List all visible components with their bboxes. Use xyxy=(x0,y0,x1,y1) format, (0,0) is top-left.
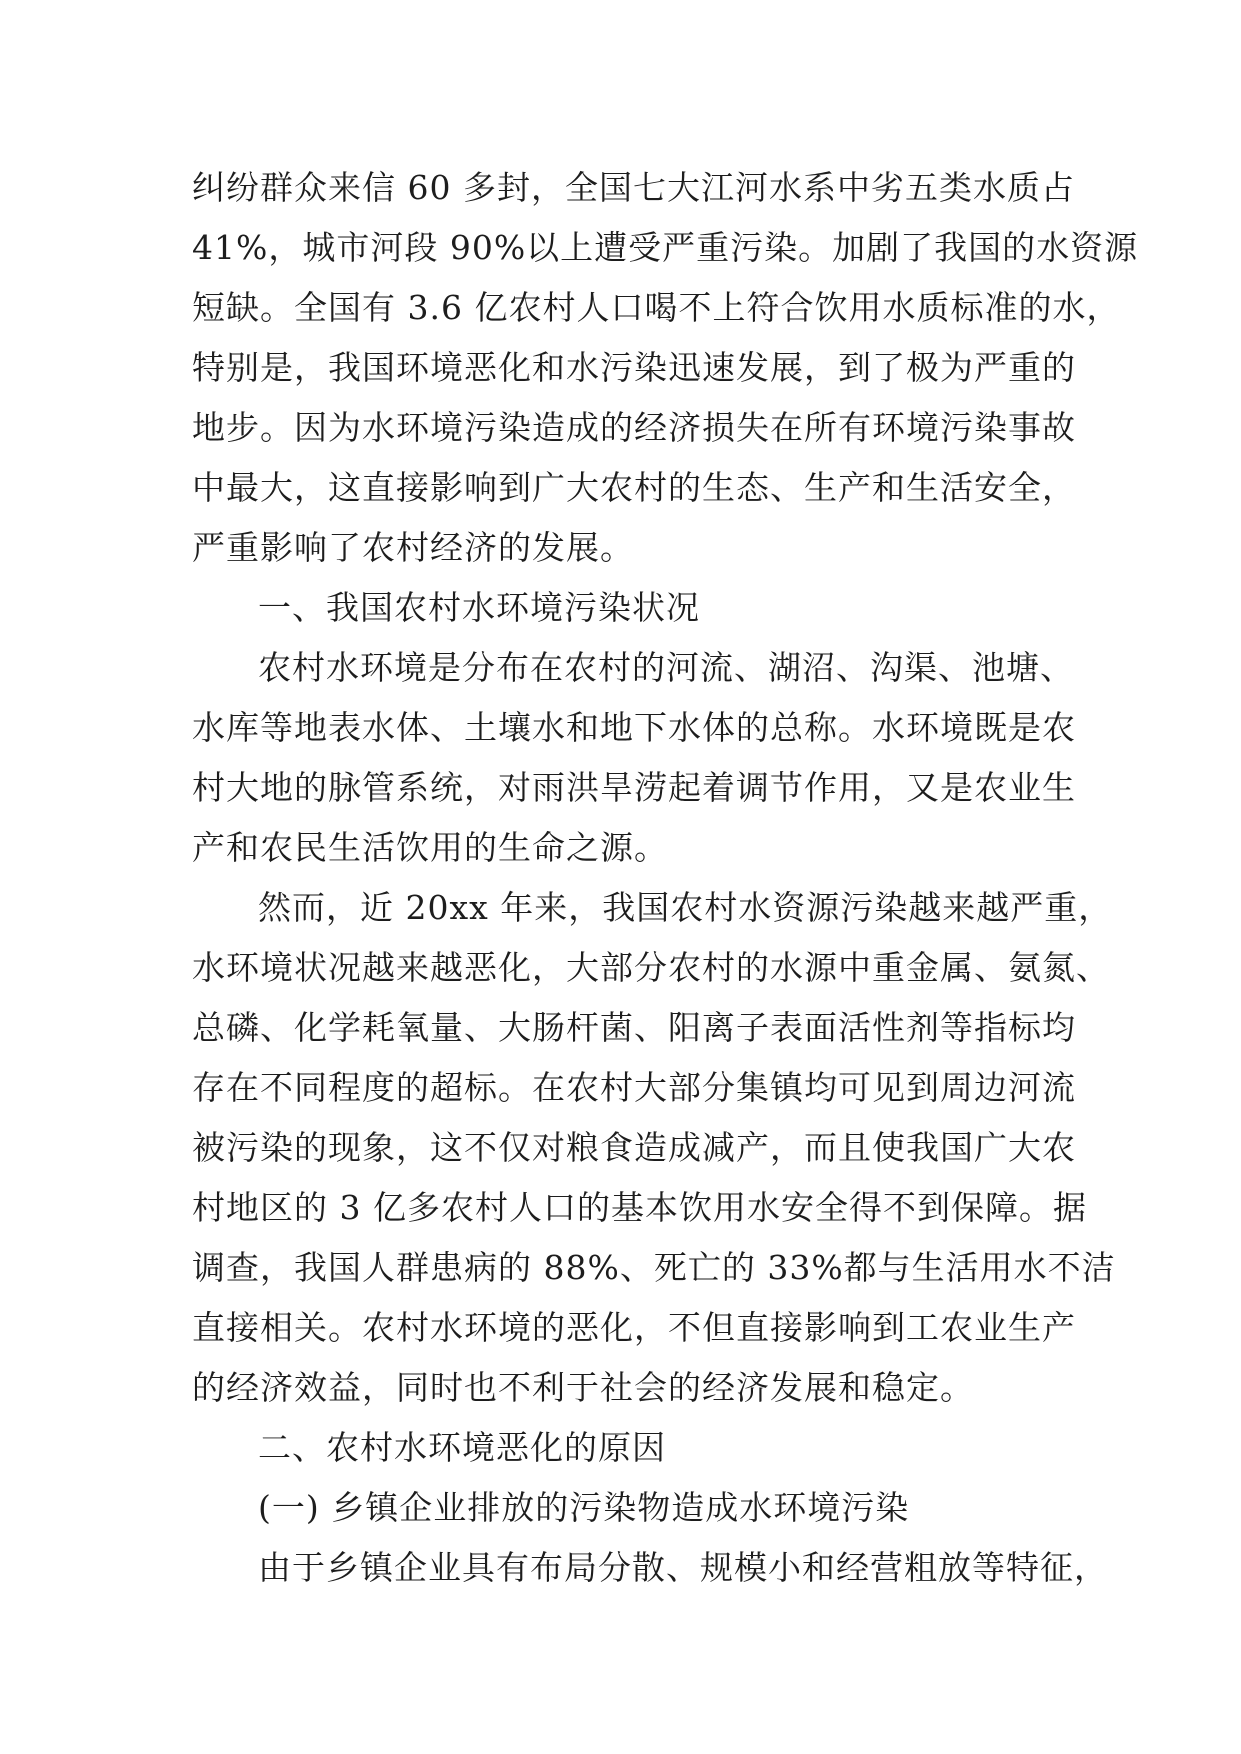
paragraph-line: 农村水环境是分布在农村的河流、湖沼、沟渠、池塘、 xyxy=(258,648,1074,687)
paragraph-line: 村大地的脉管系统，对雨洪旱涝起着调节作用，又是农业生 xyxy=(192,768,1076,807)
paragraph-line: 直接相关。农村水环境的恶化，不但直接影响到工农业生产 xyxy=(192,1308,1076,1347)
paragraph-line: 然而，近 20xx 年来，我国农村水资源污染越来越严重， xyxy=(258,888,1113,927)
paragraph-line: 由于乡镇企业具有布局分散、规模小和经营粗放等特征， xyxy=(258,1548,1108,1587)
paragraph-line: 特别是，我国环境恶化和水污染迅速发展，到了极为严重的 xyxy=(192,348,1076,387)
paragraph-line: 短缺。全国有 3.6 亿农村人口喝不上符合饮用水质标准的水， xyxy=(192,288,1121,327)
paragraph-line: 水环境状况越来越恶化，大部分农村的水源中重金属、氨氮、 xyxy=(192,948,1110,987)
paragraph-line: 村地区的 3 亿多农村人口的基本饮用水安全得不到保障。据 xyxy=(192,1188,1087,1227)
section-heading-one: 一、我国农村水环境污染状况 xyxy=(258,588,700,627)
paragraph-line: 41%，城市河段 90%以上遭受严重污染。加剧了我国的水资源 xyxy=(192,228,1139,267)
paragraph-line: 纠纷群众来信 60 多封，全国七大江河水系中劣五类水质占 xyxy=(192,168,1075,207)
paragraph-line: 总磷、化学耗氧量、大肠杆菌、阳离子表面活性剂等指标均 xyxy=(192,1008,1076,1047)
paragraph-line: 产和农民生活饮用的生命之源。 xyxy=(192,828,668,867)
paragraph-line: 水库等地表水体、土壤水和地下水体的总称。水环境既是农 xyxy=(192,708,1076,747)
paragraph-line: 调查，我国人群患病的 88%、死亡的 33%都与生活用水不洁 xyxy=(192,1248,1116,1287)
subsection-heading: (一) 乡镇企业排放的污染物造成水环境污染 xyxy=(258,1488,910,1527)
paragraph-line: 中最大，这直接影响到广大农村的生态、生产和生活安全， xyxy=(192,468,1076,507)
section-heading-two: 二、农村水环境恶化的原因 xyxy=(258,1428,666,1467)
document-body xyxy=(192,158,1139,1598)
paragraph-line: 被污染的现象，这不仅对粮食造成减产，而且使我国广大农 xyxy=(192,1128,1076,1167)
paragraph-line: 存在不同程度的超标。在农村大部分集镇均可见到周边河流 xyxy=(192,1068,1076,1107)
paragraph-line: 严重影响了农村经济的发展。 xyxy=(192,528,634,567)
paragraph-line: 地步。因为水环境污染造成的经济损失在所有环境污染事故 xyxy=(192,408,1076,447)
paragraph-line: 的经济效益，同时也不利于社会的经济发展和稳定。 xyxy=(192,1368,974,1407)
